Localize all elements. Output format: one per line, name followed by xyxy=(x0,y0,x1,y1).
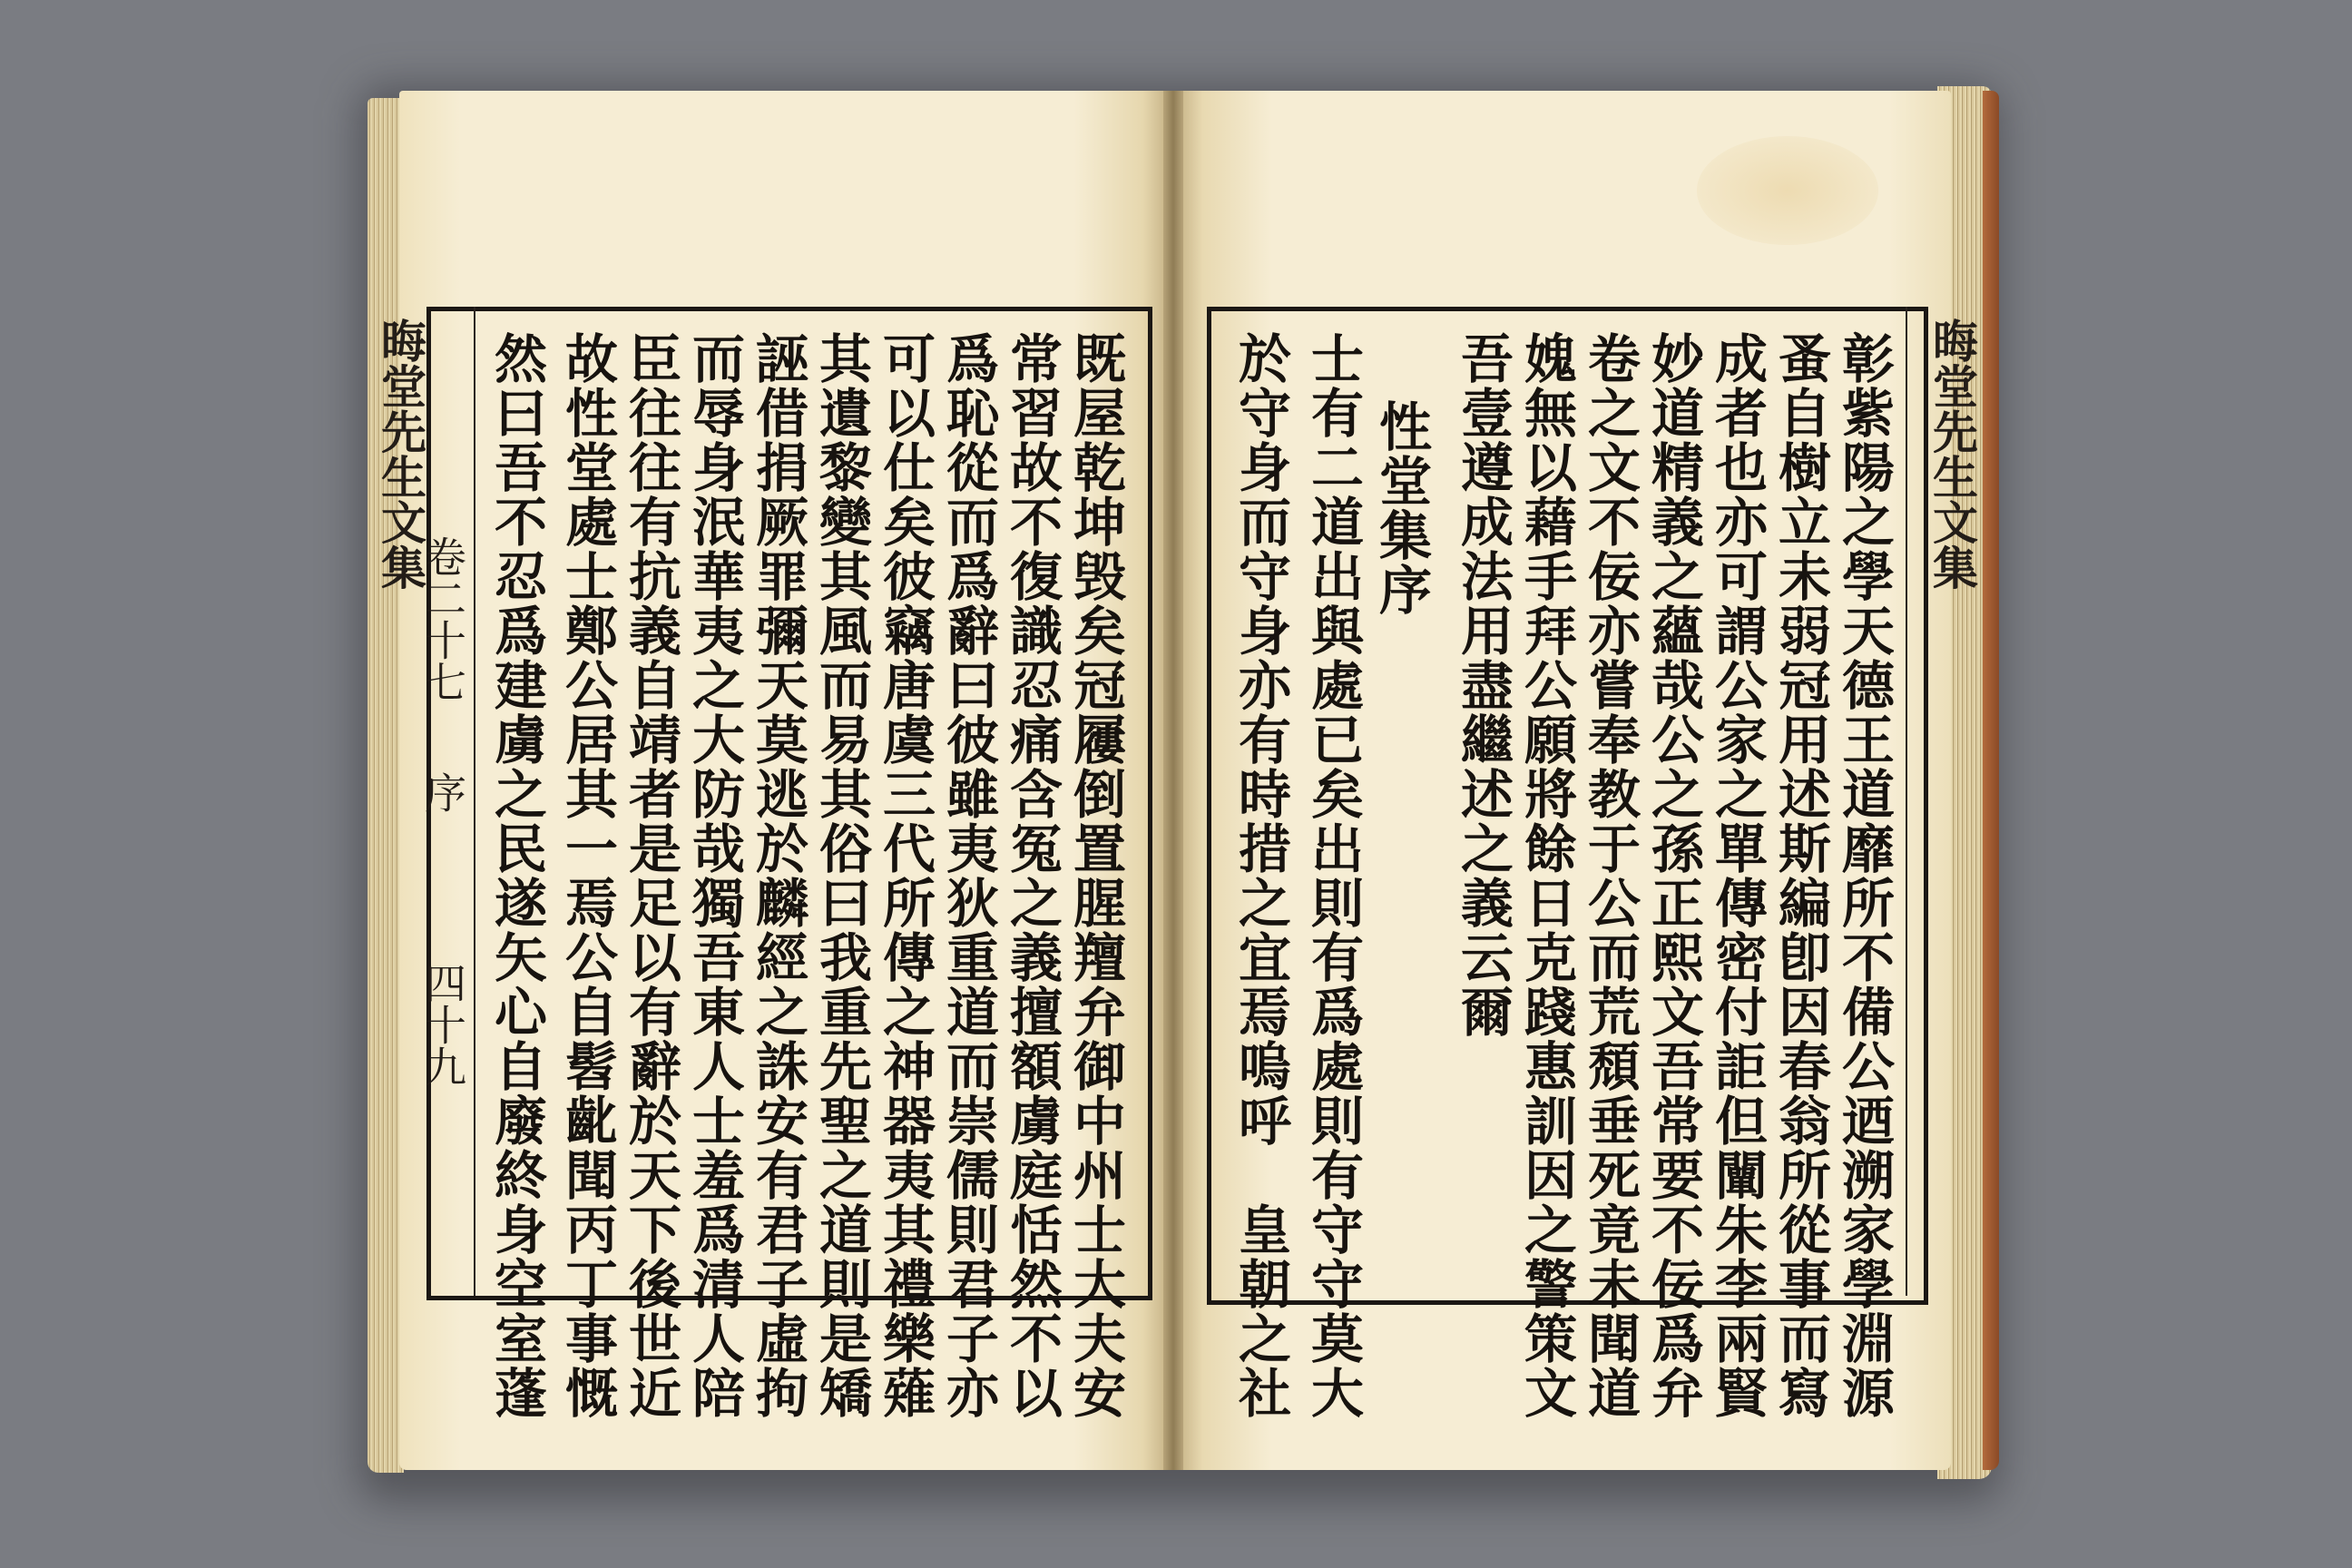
paper-stain xyxy=(1697,136,1878,245)
left-text-column-6: 誣借捐厥罪彌天莫逃於麟經之誅安有君子虛拘 xyxy=(747,331,808,1420)
right-margin-rule xyxy=(1906,307,1907,1296)
right-text-column-2: 蚤自樹立未弱冠用述斯編卽因春翁所從事而寫 xyxy=(1769,331,1831,1420)
left-text-column-7: 而辱身泯華夷之大防哉獨吾東人士羞爲清人陪 xyxy=(683,331,745,1420)
left-spine-volume: 卷二十七 xyxy=(418,535,467,702)
left-text-column-1: 既屋乾坤毁矣冠屨倒置腥羶弁御中州士大夫安 xyxy=(1064,331,1126,1420)
right-text-column-5: 卷之文不佞亦嘗奉教于公而荒頹垂死竟未聞道 xyxy=(1579,331,1641,1420)
book-gutter xyxy=(1163,91,1183,1470)
right-section-heading: 性堂集序 xyxy=(1370,399,1432,617)
right-text-column-3: 成者也亦可謂公家之單傳密付詎但闡朱李兩賢 xyxy=(1706,331,1768,1420)
left-text-column-8: 臣往往有抗義自靖者是足以有辭於天下後世近 xyxy=(620,331,681,1420)
right-text-column-4: 妙道精義之蘊哉公之孫正熙文吾常要不佞爲弁 xyxy=(1642,331,1704,1420)
left-margin-rule xyxy=(474,307,475,1296)
left-spine-folio: 四十九 xyxy=(418,962,467,1087)
right-spine-title: 晦堂先生文集 xyxy=(1926,318,1979,590)
left-spine-section: 序 xyxy=(418,771,467,813)
left-text-column-4: 可以仕矣彼竊唐虞三代所傳之神器夷其禮樂薙 xyxy=(874,331,936,1420)
right-cover-edge xyxy=(1983,91,1999,1470)
left-text-column-10: 然曰吾不忍爲建虜之民遂矢心自廢終身空室蓬 xyxy=(485,331,547,1420)
left-text-column-3: 爲恥從而爲辭曰彼雖夷狄重道而崇儒則君子亦 xyxy=(937,331,999,1420)
left-page-stack xyxy=(368,98,404,1473)
right-text-column-10: 於守身而守身亦有時措之宜焉嗚呼 皇朝之社 xyxy=(1230,331,1291,1420)
right-text-column-6: 媿無以藉手拜公願將餘日克踐惠訓因之警策文 xyxy=(1515,331,1577,1420)
right-text-column-1: 彰紫陽之學天德王道靡所不備公迺溯家學淵源 xyxy=(1833,331,1895,1420)
left-spine-title: 晦堂先生文集 xyxy=(374,318,427,590)
right-text-column-7: 吾壹遵成法用盡繼述之義云爾 xyxy=(1452,331,1514,1039)
right-text-column-9: 士有二道出與處已矣出則有爲處則有守守莫大 xyxy=(1302,331,1364,1420)
left-text-column-5: 其遺黎變其風而易其俗曰我重先聖之道則是矯 xyxy=(810,331,872,1420)
left-text-column-9: 故性堂處士鄭公居其一焉公自髫齔聞丙丁事慨 xyxy=(556,331,618,1420)
left-text-column-2: 常習故不復識忍痛含冤之義擅額虜庭恬然不以 xyxy=(1001,331,1063,1420)
